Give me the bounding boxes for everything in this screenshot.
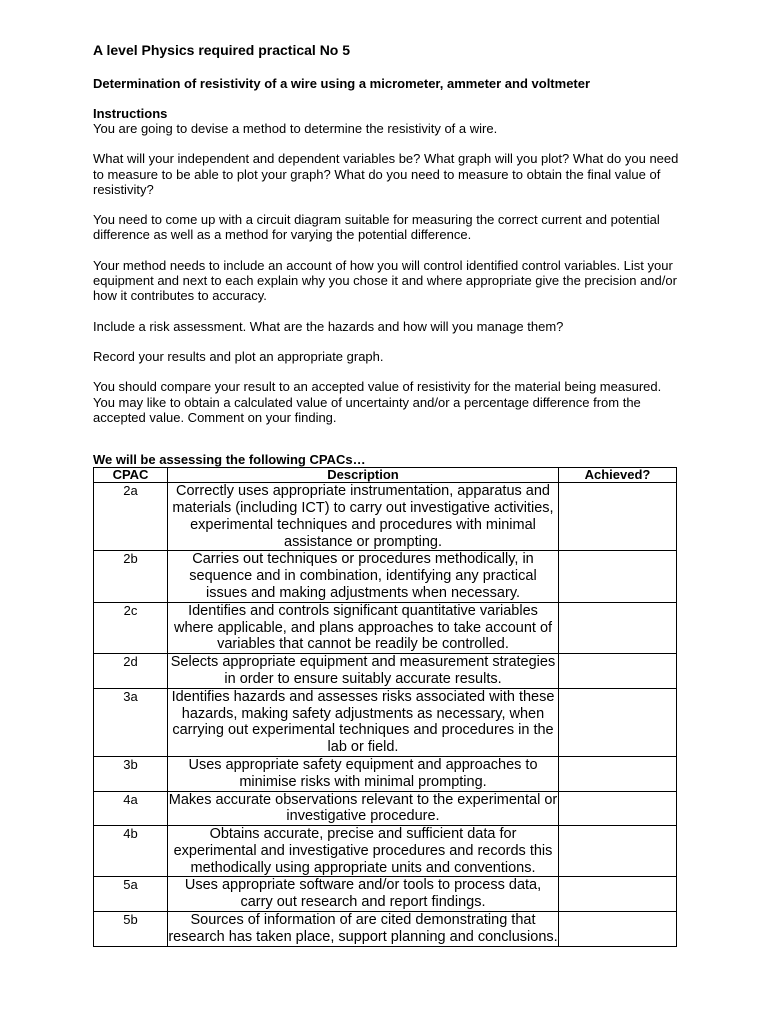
cpac-description: Correctly uses appropriate instrumentation, apparatus and materials (including ICT) to carry out investigative activities, experimental techniques and procedures with minimal assistance or prompting. xyxy=(168,483,559,551)
header-achieved: Achieved? xyxy=(559,468,677,483)
cpac-code: 2a xyxy=(94,483,168,551)
achieved-cell[interactable] xyxy=(559,756,677,791)
table-header-row xyxy=(94,468,677,483)
table-row xyxy=(94,602,677,653)
achieved-cell[interactable] xyxy=(559,483,677,551)
cpac-description: Selects appropriate equipment and measurement strategies in order to ensure suitably accurate results. xyxy=(168,654,559,689)
table-row xyxy=(94,826,677,877)
achieved-cell[interactable] xyxy=(559,602,677,653)
cpac-code: 4b xyxy=(94,826,168,877)
header-cpac: CPAC xyxy=(94,468,168,483)
cpac-code: 2b xyxy=(94,551,168,602)
cpac-code: 3a xyxy=(94,688,168,756)
paragraph-results: Record your results and plot an appropriate graph. xyxy=(93,348,384,364)
paragraph-variables: What will your independent and dependent variables be? What graph will you plot? What do you need to measure to be able to plot your graph? What do you need to measure to obtain the final value of resistivity? xyxy=(93,151,679,197)
paragraph-risk: Include a risk assessment. What are the hazards and how will you manage them? xyxy=(93,318,564,334)
table-row xyxy=(94,877,677,912)
instructions-body xyxy=(93,121,683,425)
achieved-cell[interactable] xyxy=(559,551,677,602)
cpac-code: 5a xyxy=(94,877,168,912)
cpac-code: 4a xyxy=(94,791,168,826)
header-description: Description xyxy=(168,468,559,483)
achieved-cell[interactable] xyxy=(559,791,677,826)
document-title: A level Physics required practical No 5 xyxy=(93,42,351,58)
cpac-description: Sources of information of are cited demonstrating that research has taken place, support planning and conclusions. xyxy=(168,912,558,945)
cpac-code: 5b xyxy=(94,912,168,947)
cpac-code: 2d xyxy=(94,654,168,689)
paragraph-method: Your method needs to include an account of how you will control identified control variables. List your equipment and next to each explain why you chose it and where appropriate give the precision and/or how it contributes to accuracy. xyxy=(93,257,677,304)
document-page xyxy=(93,41,683,947)
cpac-description: Obtains accurate, precise and sufficient data for experimental and investigative procedures and records this methodically using appropriate units and conventions. xyxy=(168,826,559,877)
assessment-heading: We will be assessing the following CPACs… xyxy=(93,452,366,468)
achieved-cell[interactable] xyxy=(559,654,677,689)
table-row xyxy=(94,756,677,791)
cpac-description: Carries out techniques or procedures methodically, in sequence and in combination, identifying any practical issues and making adjustments when necessary. xyxy=(168,551,559,602)
achieved-cell[interactable] xyxy=(559,826,677,877)
achieved-cell[interactable] xyxy=(559,877,677,912)
table-row xyxy=(94,551,677,602)
table-row xyxy=(94,654,677,689)
table-row xyxy=(94,791,677,826)
cpac-table xyxy=(93,467,677,947)
table-row xyxy=(94,688,677,756)
instructions-heading: Instructions xyxy=(93,106,168,121)
table-row xyxy=(94,483,677,551)
achieved-cell[interactable] xyxy=(559,688,677,756)
cpac-code: 2c xyxy=(94,602,168,653)
cpac-description: Identifies and controls significant quantitative variables where applicable, and plans approaches to take account of variables that cannot be readily be controlled. xyxy=(168,602,559,653)
table-row xyxy=(94,912,677,947)
cpac-code: 3b xyxy=(94,756,168,791)
document-subtitle: Determination of resistivity of a wire using a micrometer, ammeter and voltmeter xyxy=(93,76,591,91)
cpac-description: Uses appropriate safety equipment and approaches to minimise risks with minimal prompting. xyxy=(168,756,559,791)
cpac-description: Identifies hazards and assesses risks associated with these hazards, making safety adjustments as necessary, when carrying out experimental techniques and procedures in the lab or field. xyxy=(168,688,559,756)
cpac-description: Uses appropriate software and/or tools to process data, carry out research and report findings. xyxy=(168,877,559,912)
paragraph-circuit: You need to come up with a circuit diagram suitable for measuring the correct current and potential difference as well as a method for varying the potential difference. xyxy=(93,212,660,243)
achieved-cell[interactable] xyxy=(559,912,677,947)
paragraph-compare: You should compare your result to an accepted value of resistivity for the material being measured. You may like to obtain a calculated value of uncertainty and/or a percentage difference from the accepted value. Comment on your finding. xyxy=(93,379,662,425)
cpac-description: Makes accurate observations relevant to the experimental or investigative procedure. xyxy=(168,791,558,825)
paragraph-intro: You are going to devise a method to determine the resistivity of a wire. xyxy=(93,121,498,136)
